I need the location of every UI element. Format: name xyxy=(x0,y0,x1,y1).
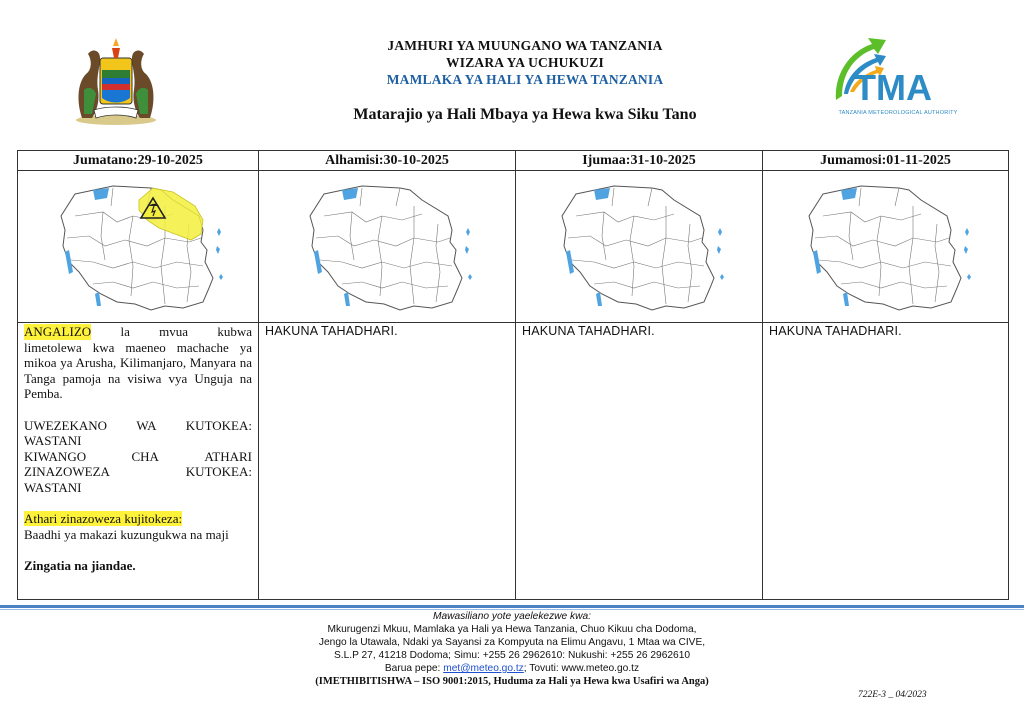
warning-body: limetolewa kwa maeneo machache ya mikoa ya Arusha, Kilimanjaro, Manyara na Tanga pamoja na visiwa vya Unguja na Pemba. xyxy=(24,339,252,401)
day-header: Alhamisi:30-10-2025 xyxy=(259,151,516,171)
map-cell xyxy=(18,171,259,323)
day-header: Ijumaa:31-10-2025 xyxy=(516,151,763,171)
map-cell xyxy=(259,171,516,323)
no-warning-notice: HAKUNA TAHADHARI. xyxy=(522,324,655,338)
likelihood-label: UWEZEKANO WA KUTOKEA: xyxy=(24,417,252,433)
impacts-block xyxy=(18,510,258,542)
word: mvua xyxy=(159,324,189,339)
impact-value: WASTANI xyxy=(24,479,82,495)
tma-logo-text: TMA xyxy=(854,67,932,108)
map-row xyxy=(18,171,1009,323)
likelihood-value: WASTANI xyxy=(24,433,82,448)
tma-logo-subtitle: TANZANIA METEOROLOGICAL AUTHORITY xyxy=(838,110,958,116)
warning-first-line xyxy=(24,324,252,340)
certification: (IMETHIBITISHWA – ISO 9001:2015, Huduma za Hali ya Hewa kwa Usafiri wa Anga) xyxy=(315,676,709,687)
no-warning-notice: HAKUNA TAHADHARI. xyxy=(265,324,398,338)
day-details xyxy=(516,323,763,600)
republic-name: JAMHURI YA MUUNGANO WA TANZANIA xyxy=(387,38,663,53)
impact-label-line1: KIWANGO CHA ATHARI xyxy=(24,448,252,464)
document-reference: 722E-3 _ 04/2023 xyxy=(858,690,927,700)
ministry-name: WIZARA YA UCHUKUZI xyxy=(446,55,604,70)
tanzania-map-day1 xyxy=(53,176,223,316)
email-link[interactable]: met@meteo.go.tz xyxy=(443,663,524,674)
warning-details xyxy=(18,323,259,600)
contact-line: Mkurugenzi Mkuu, Mamlaka ya Hali ya Hewa Tanzania, Chuo Kikuu cha Dodoma, xyxy=(327,624,697,635)
map-cell xyxy=(516,171,763,323)
warning-paragraph xyxy=(18,323,258,402)
tanzania-map-day2 xyxy=(302,176,472,316)
word: la xyxy=(120,324,130,339)
impacts-text: Baadhi ya makazi kuzungukwa na maji xyxy=(24,526,229,542)
day-header: Jumamosi:01-11-2025 xyxy=(763,151,1009,171)
website-link[interactable]: www.meteo.go.tz xyxy=(561,663,640,674)
advice-text: Zingatia na jiandae. xyxy=(24,558,136,573)
contact-links: Barua pepe: met@meteo.go.tz; Tovuti: www.meteo.go.tz xyxy=(384,663,640,674)
warning-tag: ANGALIZO xyxy=(24,324,92,339)
tma-logo xyxy=(820,34,952,120)
forecast-header-row xyxy=(18,151,1009,171)
day-header: Jumatano:29-10-2025 xyxy=(18,151,259,171)
no-warning-notice: HAKUNA TAHADHARI. xyxy=(769,324,902,338)
word: kubwa xyxy=(217,324,252,339)
contact-heading: Mawasiliano yote yaelekezwe kwa: xyxy=(433,611,591,622)
coat-of-arms-icon xyxy=(62,30,170,128)
day-details xyxy=(763,323,1009,600)
map-cell xyxy=(763,171,1009,323)
details-row xyxy=(18,323,1009,600)
authority-name: MAMLAKA YA HALI YA HEWA TANZANIA xyxy=(386,72,664,87)
likelihood-block xyxy=(18,417,258,496)
contact-line: Jengo la Utawala, Ndaki ya Sayansi za Kompyuta na Elimu Angavu, 1 Mtaa wa CIVE, xyxy=(318,637,706,648)
impacts-label: Athari zinazoweza kujitokeza: xyxy=(24,511,183,526)
footer-divider xyxy=(0,605,1024,608)
footer-divider-thin xyxy=(0,609,1024,610)
page-title: Matarajio ya Hali Mbaya ya Hewa kwa Siku Tano xyxy=(353,106,697,123)
contact-line: S.L.P 27, 41218 Dodoma; Simu: +255 26 2962610: Nukushi: +255 26 2962610 xyxy=(333,650,691,661)
tanzania-map-day4 xyxy=(801,176,971,316)
forecast-table xyxy=(17,150,1009,600)
day-details xyxy=(259,323,516,600)
tanzania-map-day3 xyxy=(554,176,724,316)
impact-label-line2: ZINAZOWEZA KUTOKEA: xyxy=(24,464,252,479)
